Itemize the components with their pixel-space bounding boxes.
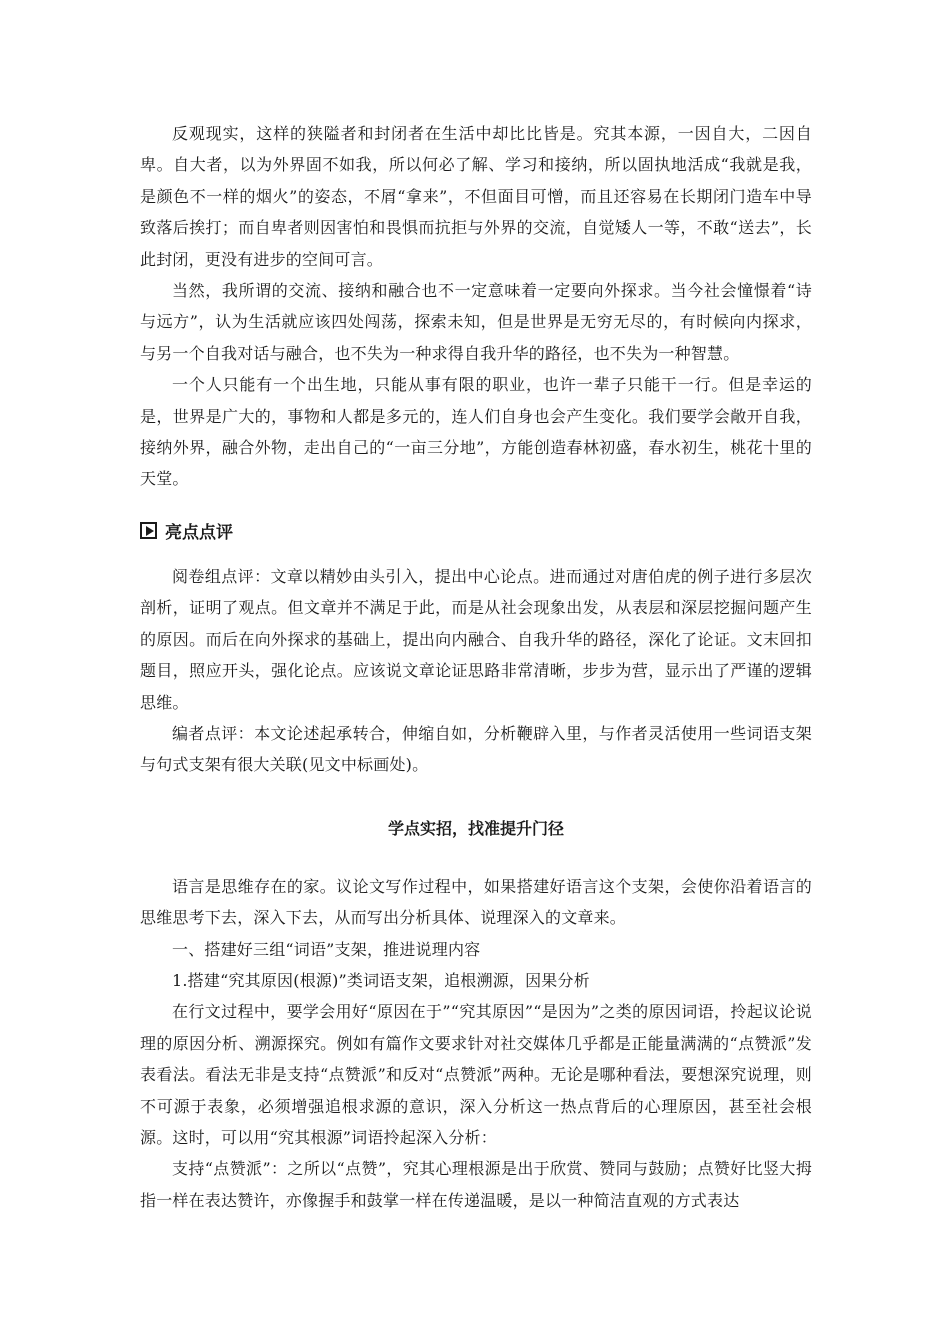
essay-paragraph: 一个人只能有一个出生地，只能从事有限的职业，也许一辈子只能干一行。但是幸运的是，世界是广大的，事物和人都是多元的，连人们自身也会产生变化。我们要学会敞开自我，接纳外界，融合外物，走出自己的“一亩三分地”，方能创造春林初盛，春水初生，桃花十里的天堂。 (140, 375, 812, 489)
highlight-comments (140, 561, 812, 781)
section-paragraph: 支持“点赞派”：之所以“点赞”，究其心理根源是出于欣赏、赞同与鼓励；点赞好比竖大拇指一样在表达赞许，亦像握手和鼓掌一样在传递温暖，是以一种简洁直观的方式表达 (140, 1159, 812, 1210)
essay-paragraph: 反观现实，这样的狭隘者和封闭者在生活中却比比皆是。究其本源，一因自大，二因自卑。自大者，以为外界固不如我，所以何必了解、学习和接纳，所以固执地活成“我就是我，是颜色不一样的烟火”的姿态，不屑“拿来”，不但面目可憎，而且还容易在长期闭门造车中导致落后挨打；而自卑者则因害怕和畏惧而抗拒与外界的交流，自觉矮人一等，不敢“送去”，长此封闭，更没有进步的空间可言。 (140, 124, 812, 269)
document-page (140, 118, 812, 1216)
essay-paragraph: 当然，我所谓的交流、接纳和融合也不一定意味着一定要向外探求。当今社会憧憬着“诗与远方”，认为生活就应该四处闯荡，探索未知，但是世界是无穷无尽的，有时候向内探求，与另一个自我对话与融合，也不失为一种求得自我升华的路径，也不失为一种智慧。 (140, 281, 812, 363)
section-paragraph: 在行文过程中，要学会用好“原因在于”“究其原因”“是因为”之类的原因词语，拎起议论说理的原因分析、溯源探究。例如有篇作文要求针对社交媒体几乎都是正能量满满的“点赞派”发表看法。看法无非是支持“点赞派”和反对“点赞派”两种。无论是哪种看法，要想深究说理，则不可源于表象，必须增强追根求源的意识，深入分析这一热点背后的心理原因，甚至社会根源。这时，可以用“究其根源”词语拎起深入分析： (140, 1002, 812, 1147)
section-title: 学点实招，找准提升门径 (387, 818, 564, 838)
section-subheading: 一、搭建好三组“词语”支架，推进说理内容 (172, 939, 481, 959)
play-triangle-icon (140, 522, 157, 539)
review-paragraph: 阅卷组点评：文章以精妙由头引入，提出中心论点。进而通过对唐伯虎的例子进行多层次剖析，证明了观点。但文章并不满足于此，而是从社会现象出发，从表层和深层挖掘问题产生的原因。而后在向外探求的基础上，提出向内融合、自我升华的路径，深化了论证。文末回扣题目，照应开头，强化论点。应该说文章论证思路非常清晰，步步为营，显示出了严谨的逻辑思维。 (140, 566, 812, 712)
section-subheading: 1.搭建“究其原因(根源)”类词语支架，追根溯源，因果分析 (172, 970, 590, 990)
editor-paragraph: 编者点评：本文论述起承转合，伸缩自如，分析鞭辟入里，与作者灵活使用一些词语支架与句式支架有很大关联(见文中标画处)。 (140, 723, 812, 775)
essay-body (140, 118, 812, 495)
section-paragraph: 语言是思维存在的家。议论文写作过程中，如果搭建好语言这个支架，会使你沿着语言的思维思考下去，深入下去，从而写出分析具体、说理深入的文章来。 (140, 876, 812, 928)
highlight-heading (140, 519, 812, 543)
section-body (140, 871, 812, 1216)
highlight-heading-label: 亮点点评 (165, 523, 233, 544)
